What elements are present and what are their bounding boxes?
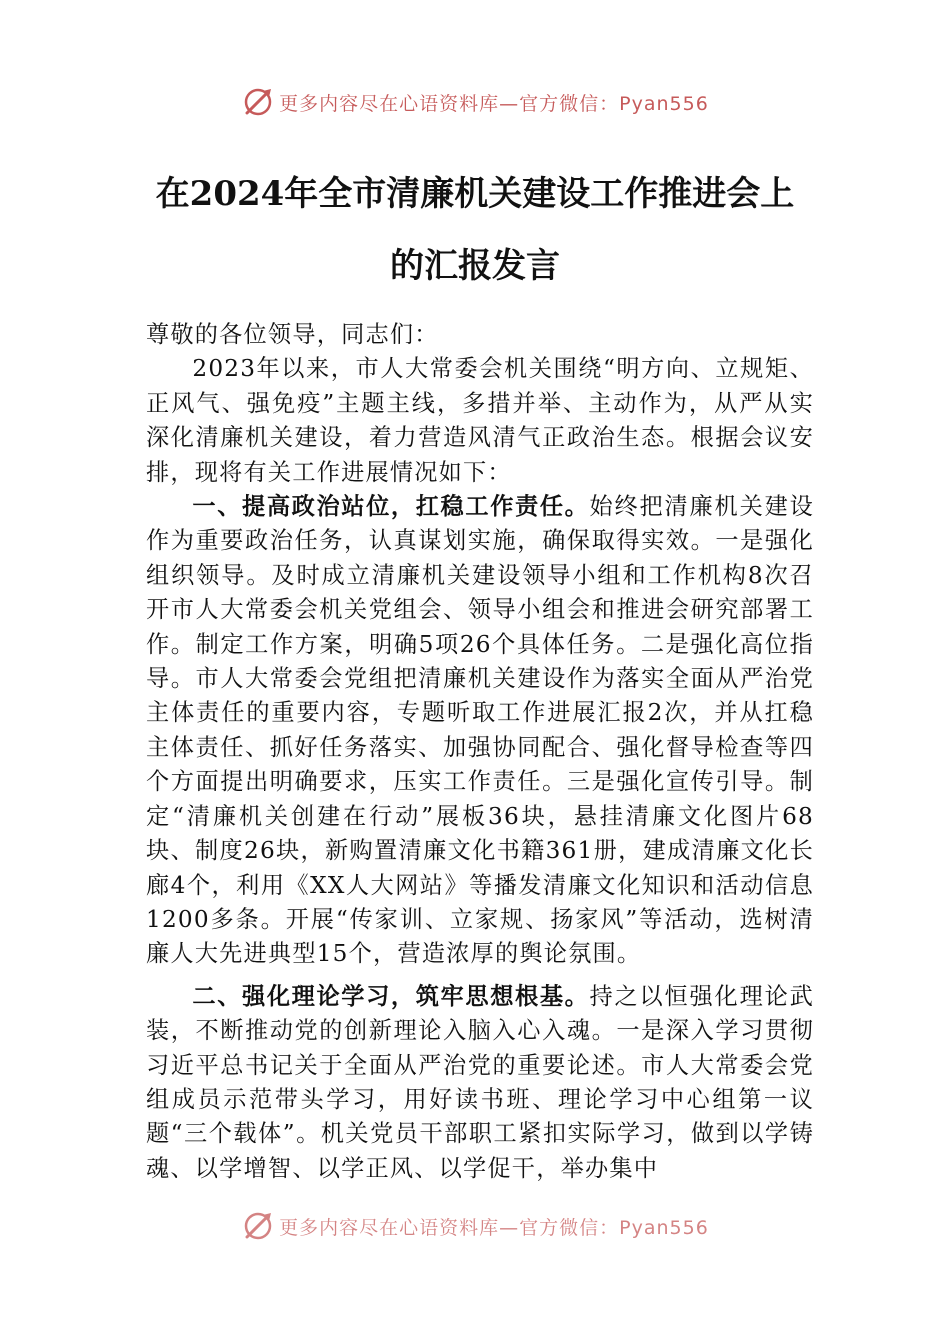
section-2-body: 持之以恒强化理论武装，不断推动党的创新理论入脑入心入魂。一是深入学习贯彻习近平总书记关于全面从严治党的重要论述。市人大常委会党组成员示范带头学习，用好读书班、理论学习中心组第一议题“三个载体”。机关党员干部职工紧扣实际学习，做到以学铸魂、以学增智、以学正风、以学促干，举办集中 bbox=[146, 982, 814, 1182]
title-line-1: 在2024年全市清廉机关建设工作推进会上 bbox=[155, 174, 795, 214]
pen-logo-icon bbox=[241, 85, 275, 119]
watermark-text: 更多内容尽在心语资料库—官方微信：Pyan556 bbox=[279, 92, 709, 115]
watermark-header bbox=[0, 82, 950, 122]
section-2-paragraph bbox=[146, 980, 814, 1186]
section-1-paragraph bbox=[146, 490, 814, 972]
document-body bbox=[146, 318, 814, 1186]
document-title bbox=[110, 158, 840, 302]
pen-logo-icon bbox=[241, 1209, 275, 1243]
section-2-heading: 二、强化理论学习，筑牢思想根基。 bbox=[192, 982, 590, 1010]
watermark-text: 更多内容尽在心语资料库—官方微信：Pyan556 bbox=[279, 1216, 709, 1239]
intro-paragraph: 2023年以来，市人大常委会机关围绕“明方向、立规矩、正风气、强免疫”主题主线，多措并举、主动作为，从严从实深化清廉机关建设，着力营造风清气正政治生态。根据会议安排，现将有关工作进展情况如下： bbox=[146, 355, 814, 486]
title-line-2: 的汇报发言 bbox=[390, 246, 560, 286]
salutation: 尊敬的各位领导，同志们： bbox=[146, 321, 439, 348]
section-1-body: 始终把清廉机关建设作为重要政治任务，认真谋划实施，确保取得实效。一是强化组织领导。及时成立清廉机关建设领导小组和工作机构8次召开市人大常委会机关党组会、领导小组会和推进会研究部署工作。制定工作方案，明确5项26个具体任务。二是强化高位指导。市人大常委会党组把清廉机关建设作为落实全面从严治党主体责任的重要内容，专题听取工作进展汇报2次，并从扛稳主体责任、抓好任务落实、加强协同配合、强化督导检查等四个方面提出明确要求，压实工作责任。三是强化宣传引导。制定“清廉机关创建在行动”展板36块，悬挂清廉文化图片68块、制度26块，新购置清廉文化书籍361册，建成清廉文化长廊4个，利用《XX人大网站》等播发清廉文化知识和活动信息1200多条。开展“传家训、立家规、扬家风”等活动，选树清廉人大先进典型15个，营造浓厚的舆论氛围。 bbox=[146, 493, 814, 968]
section-1-heading: 一、提高政治站位，扛稳工作责任。 bbox=[192, 493, 590, 521]
watermark-footer bbox=[0, 1206, 950, 1246]
